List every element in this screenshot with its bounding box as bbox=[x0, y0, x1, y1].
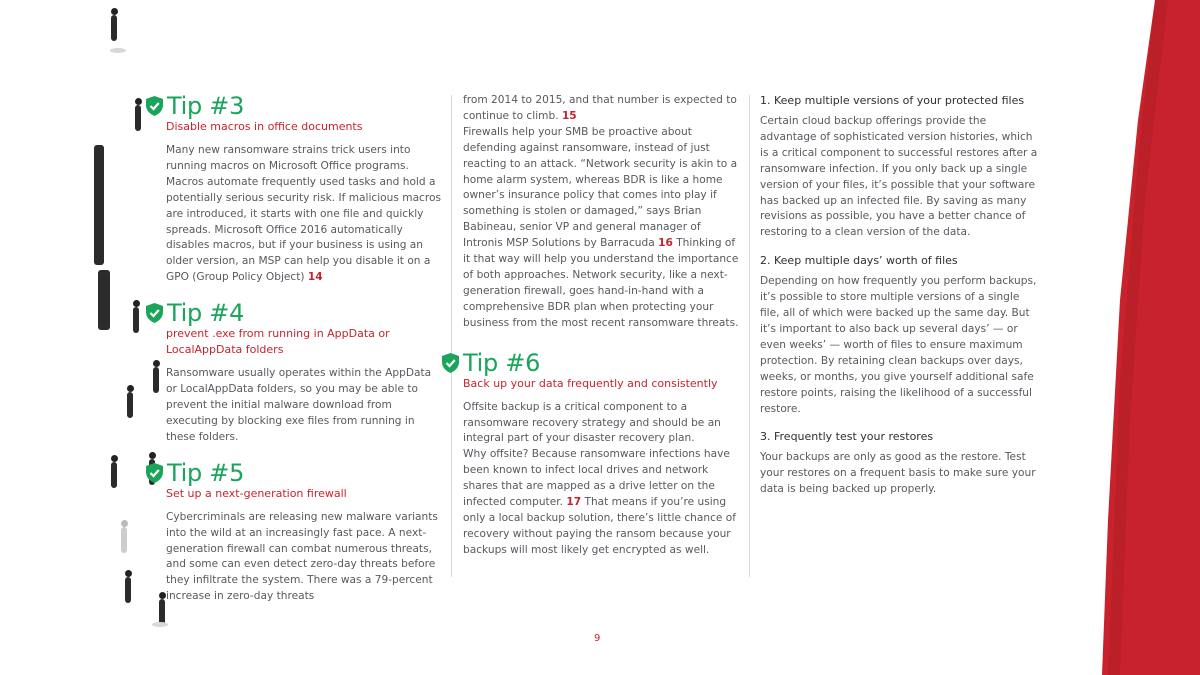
decorative-red-bar bbox=[1050, 0, 1200, 675]
list-item-body: Certain cloud backup offerings provide the advantage of sophisticated version histories, which is a critical component to successful restores after a ransomware infection. If you only back up a single version of your files, it’s possible that your software has backed up an infected file. By saving as many revisions as possible, you have a better chance of restoring to a clean version of the data. bbox=[760, 115, 1038, 239]
tip-subtitle: prevent .exe from running in AppData or LocalAppData folders bbox=[166, 327, 390, 357]
list-item-heading: 1. Keep multiple versions of your protected files bbox=[760, 94, 1025, 107]
reference-number: 15 bbox=[561, 109, 577, 122]
mountain-logo-icon bbox=[1056, 627, 1094, 649]
tip-4-section bbox=[146, 300, 444, 446]
tip-subtitle: Back up your data frequently and consistently bbox=[463, 376, 718, 390]
tip-title: Tip #3 bbox=[167, 92, 245, 120]
column-left bbox=[146, 93, 444, 605]
tip-6-section bbox=[463, 350, 743, 559]
reference-number: 16 bbox=[658, 237, 673, 250]
shield-check-icon bbox=[146, 96, 163, 116]
list-item-body: Your backups are only as good as the restore. Test your restores on a frequent basis to make sure your data is being backed up properly. bbox=[760, 451, 1036, 496]
tip-title: Tip #4 bbox=[167, 299, 245, 328]
column-middle bbox=[463, 93, 743, 559]
paragraph: Offsite backup is a critical component to a ransomware recovery strategy and should be an integral part of your disaster recovery plan. bbox=[463, 400, 721, 445]
tip-subtitle: Disable macros in office documents bbox=[166, 120, 363, 133]
column-divider bbox=[451, 95, 452, 577]
list-item-heading: 2. Keep multiple days’ worth of files bbox=[760, 254, 958, 268]
list-item bbox=[760, 429, 1038, 498]
tip-subtitle: Set up a next-generation firewall bbox=[166, 486, 347, 500]
list-item bbox=[760, 93, 1038, 241]
paragraph: Firewalls help your SMB be proactive about defending against ransomware, instead of just reacting to an attack. “Network security is akin to a home alarm system, whereas BDR is like a home owner’s insurance policy that comes into play if something is stolen or damaged,” says Brian Babineau, senior VP and general manager of Intronis MSP Solutions by Barracuda 16 Thinking of it that way will help you understand the importance of both approaches. Network security, like a next-generation firewall, goes hand-in-hand with a comprehensive BDR plan when protecting your business from the most recent ransomware threats. bbox=[463, 125, 739, 329]
page-number: 9 bbox=[594, 633, 601, 644]
paragraph: from 2014 to 2015, and that number is expected to continue to climb. 15 bbox=[463, 94, 737, 122]
list-item bbox=[760, 253, 1038, 417]
reference-number: 14 bbox=[307, 271, 323, 284]
tip-body: Ransomware usually operates within the AppData or LocalAppData folders, so you may be able to prevent the initial malware download from executing by blocking exe files from running in these folders. bbox=[166, 367, 432, 443]
tip-3-section bbox=[146, 93, 444, 286]
shield-check-icon bbox=[146, 303, 163, 323]
tip-body: Many new ransomware strains trick users into running macros on Microsoft Office programs. Macros automate frequently used tasks and hold a potentially serious security risk. If malicious macros are introduced, it starts with one file and quickly spreads. Microsoft Office 2016 automatically disables macros, but if your business is using an older version, an MSP can help you disable it on a GPO (Group Policy Object) 14 bbox=[166, 144, 442, 284]
list-item-heading: 3. Frequently test your restores bbox=[760, 430, 934, 444]
shield-check-icon bbox=[146, 463, 163, 483]
column-right bbox=[760, 93, 1038, 510]
paragraph: Why offsite? Because ransomware infections have been known to infect local drives and network shares that are mapped as a drive letter on the infected computer. 17 That means if you’re using only a local backup solution, there’s little chance of recovery without paying the ransom because your backups will most likely get encrypted as well. bbox=[463, 448, 736, 556]
tip-title: Tip #6 bbox=[463, 348, 541, 377]
tip-5-section bbox=[146, 460, 444, 605]
list-item-body: Depending on how frequently you perform backups, it’s possible to store multiple versions of a single file, all of which were backed up the same day. But it’s important to also back up several days’ — or even weeks’ — worth of files to ensure maximum protection. By retaining clean backups over days, weeks, or months, you give yourself additional safe restore points, raising the likelihood of a successful restore. bbox=[760, 275, 1037, 415]
shield-check-icon bbox=[442, 353, 459, 373]
tip-body: Cybercriminals are releasing new malware variants into the wild at an increasingly fast pace. A next- generation firewall can combat numerous threats, and some can even detect zero-day threats before they infiltrate the system. There was a 79-percent increase in zero-day threats bbox=[166, 510, 438, 603]
reference-number: 17 bbox=[566, 496, 582, 509]
column-divider bbox=[749, 95, 750, 577]
tip-title: Tip #5 bbox=[167, 458, 245, 487]
